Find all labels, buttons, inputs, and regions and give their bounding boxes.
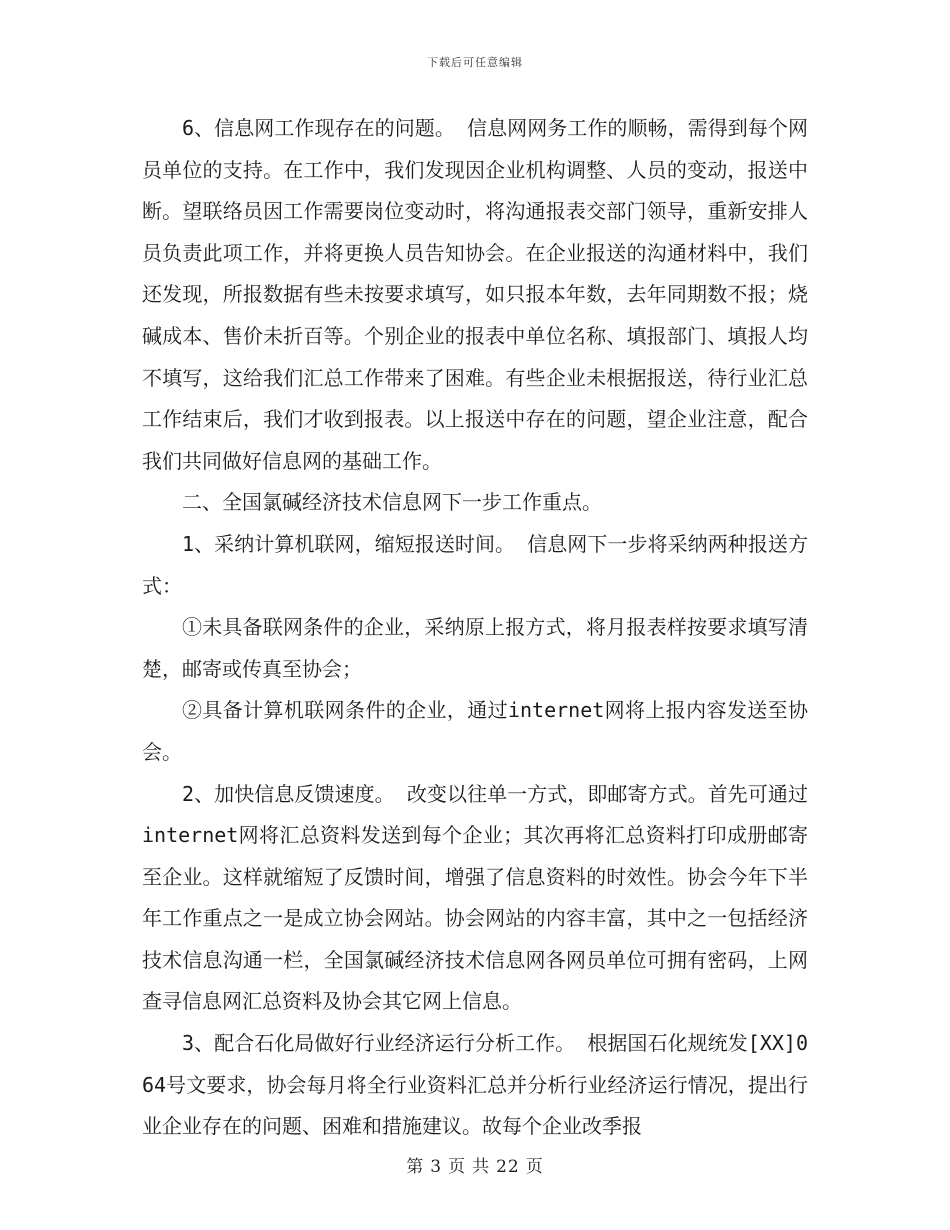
footer-total-pages: 22: [496, 1157, 520, 1177]
page-footer: [0, 1152, 950, 1177]
footer-page-number: 3: [430, 1157, 443, 1177]
paragraph-option-2-online: ②具备计算机联网条件的企业，通过internet网将上报内容发送至协会。: [142, 698, 808, 764]
paragraph-section-heading-next-steps: 二、全国氯碱经济技术信息网下一步工作重点。: [182, 490, 602, 515]
footer-prefix: 第: [406, 1157, 425, 1177]
paragraph-feedback-speed: 2、加快信息反馈速度。 改变以往单一方式，即邮寄方式。首先可通过internet网将汇总资料发送到每个企业；其次再将汇总资料打印成册邮寄至企业。这样就缩短了反馈时间，增强了信息资料的时效性。协会今年下半年工作重点之一是成立协会网站。协会网站的内容丰富，其中之一包括经济技术信息沟通一栏，全国氯碱经济技术信息网各网员单位可拥有密码，上网查寻信息网汇总资料及协会其它网上信息。: [142, 781, 808, 1014]
paragraph-economic-analysis: 3、配合石化局做好行业经济运行分析工作。 根据国石化规统发[XX]064号文要求，协会每月将全行业资料汇总并分析行业经济运行情况，提出行业企业存在的问题、困难和措施建议。故每个企业改季报: [142, 1031, 808, 1139]
footer-suffix: 页: [525, 1157, 544, 1177]
footer-total-word: 共: [472, 1157, 491, 1177]
paragraph-computer-network: 1、采纳计算机联网，缩短报送时间。 信息网下一步将采纳两种报送方式：: [142, 531, 808, 598]
document-body: [142, 108, 808, 1148]
footer-page-word: 页: [448, 1157, 467, 1177]
paragraph-info-network-problems: 6、信息网工作现存在的问题。 信息网网务工作的顺畅，需得到每个网员单位的支持。在工作中，我们发现因企业机构调整、人员的变动，报送中断。望联络员因工作需要岗位变动时，将沟通报表交部门领导，重新安排人员负责此项工作，并将更换人员告知协会。在企业报送的沟通材料中，我们还发现，所报数据有些未按要求填写，如只报本年数，去年同期数不报；烧碱成本、售价未折百等。个别企业的报表中单位名称、填报部门、填报人均不填写，这给我们汇总工作带来了困难。有些企业未根据报送，待行业汇总工作结束后，我们才收到报表。以上报送中存在的问题，望企业注意，配合我们共同做好信息网的基础工作。: [142, 116, 808, 473]
page-header: 下载后可任意编辑: [427, 56, 523, 69]
paragraph-option-1-offline: ①未具备联网条件的企业，采纳原上报方式，将月报表样按要求填写清楚，邮寄或传真至协会；: [142, 615, 808, 681]
